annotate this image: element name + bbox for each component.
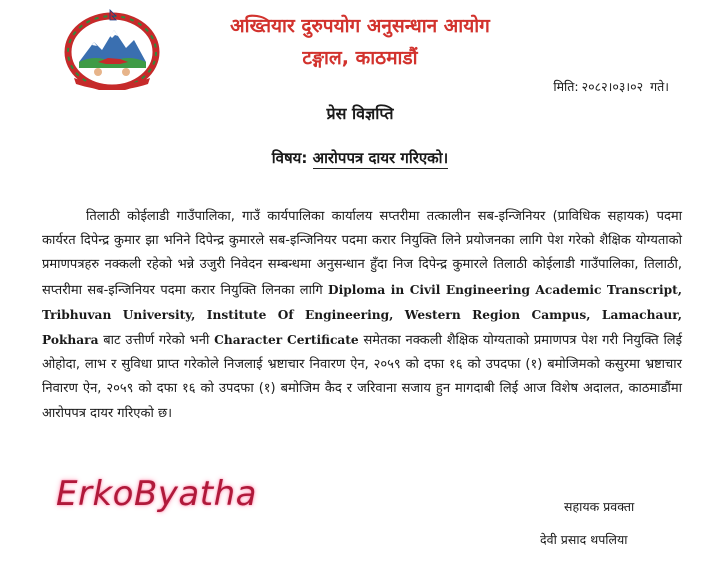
body-paragraph xyxy=(42,205,682,426)
body-text-part-3: समेतका नक्कली शैक्षिक योग्यताको प्रमाणपत्र पेश गरी नियुक्ति लिई ओहोदा, लाभ र सुविधा प्राप्त गरेकोले निजलाई भ्रष्टाचार निवारण ऐन, २०५९ को दफा १६ को उपदफा (१) बमोजिमको कसुरमा भ्रष्टाचार निवारण ऐन, २०५९ को दफा १६ को उपदफा (१) बमोजिम कैद र जरिवाना सजाय हुन मागदाबी लिई आज विशेष अदालत, काठमाडौंमा आरोपपत्र दायर गरिएको छ। xyxy=(42,333,683,421)
body-text-part-1: तिलाठी कोईलाडी गाउँपालिका, गाउँ कार्यपालिका कार्यालय सप्तरीमा तत्कालीन सब-इन्जिनियर (प्राविधिक सहायक) पदमा कार्यरत दिपेन्द्र कुमार झा भनिने दिपेन्द्र कुमारले सब-इन्जिनियर पदमा करार नियुक्ति लिने प्रयोजनका लागि पेश गरेको शैक्षिक योग्यताको प्रमाणपत्रहरु नक्कली रहेको भन्ने उजुरी निवेदन सम्बन्धमा अनुसन्धान हुँदा निज दिपेन्द्र कुमारले तिलाठी कोईलाडी गाउँपालिका, तिलाठी, सप्तरीमा सब-इन्जिनियर पदमा करार नियुक्ति लिनका लागि xyxy=(42,209,682,298)
date-label: मिति: xyxy=(553,79,579,94)
document-title: प्रेस विज्ञप्ति xyxy=(326,104,394,123)
organization-name: अख्तियार दुरुपयोग अनुसन्धान आयोग xyxy=(230,15,490,37)
subject-text: आरोपपत्र दायर गरिएको। xyxy=(312,149,449,167)
subject-line xyxy=(0,148,720,168)
signatory-name: देवी प्रसाद थपलिया xyxy=(540,532,628,547)
subject-label: विषय: xyxy=(271,149,308,167)
date-line xyxy=(553,78,672,95)
body-bold-transcript: Diploma in Civil Engineering Academic Transcript, Tribhuvan University, Institute Of Engineering, Western Region Campus, Lamachaur, Pokhara xyxy=(42,282,682,348)
organization-location: टङ्गाल, काठमाडौं xyxy=(302,47,418,69)
date-suffix: गते। xyxy=(650,79,669,94)
signatory-role: सहायक प्रवक्ता xyxy=(564,499,635,514)
body-text-part-2: बाट उत्तीर्ण गरेको भनी xyxy=(103,333,210,349)
watermark: ErkoByatha xyxy=(56,474,257,514)
body-bold-certificate: Character Certificate xyxy=(214,333,359,348)
date-value: २०८२।०३।०२ xyxy=(581,79,644,94)
